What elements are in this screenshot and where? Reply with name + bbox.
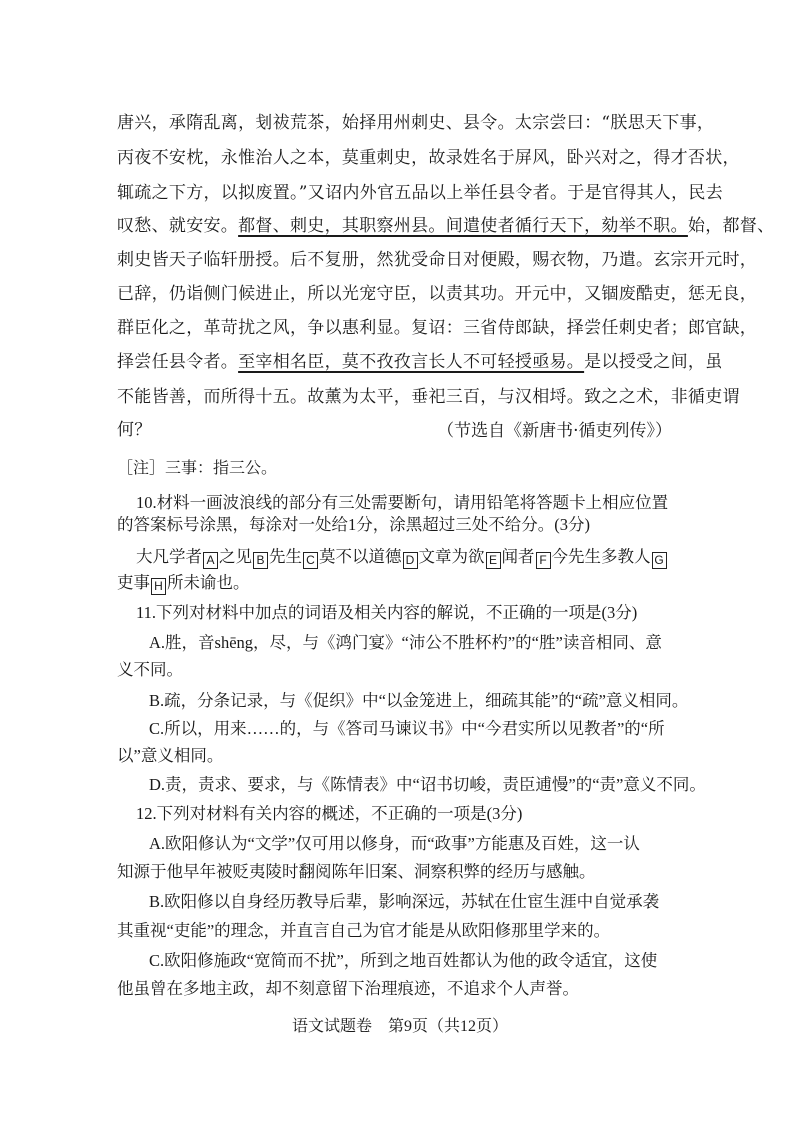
passage-note: ［注］三事：指三公。	[117, 458, 278, 477]
q10-sentence-text: 莫不以道德	[319, 547, 402, 566]
q10-sentence-text: 今先生多教人	[551, 547, 651, 566]
passage-text: 群臣化之，革苛扰之风，争以惠利显。复诏：三省侍郎缺，择尝任刺史者；郎官缺，	[117, 318, 758, 338]
passage-text: 不能皆善，而所得十五。故薰为太平，垂祀三百，与汉相埒。致之之术，非循吏谓	[117, 387, 740, 407]
q11-option-d: D.责，责求、要求，与《陈情表》中“诏书切峻，责臣逋慢”的“责”意义不同。	[149, 775, 706, 794]
answer-mark-c[interactable]: C	[303, 552, 318, 569]
answer-mark-d[interactable]: D	[403, 552, 418, 569]
passage-text: 叹愁、就安安。	[117, 216, 239, 236]
answer-mark-g[interactable]: G	[652, 552, 667, 569]
passage-text: 唐兴，承隋乱离，刬祓荒茶，始择用州刺史、县令。太宗尝曰：“朕思天下事，	[117, 113, 715, 133]
passage-text: 已辞，仍诣侧门候进止，所以光宠守臣，以责其功。开元中，又锢废酷吏，惩无良，	[117, 284, 758, 304]
q12-stem: 12.下列对材料有关内容的概述，不正确的一项是(3分)	[136, 804, 523, 823]
passage-text: 刺史皆天子临轩册授。后不复册，然犹受命日对便殿，赐衣物，乃遣。玄宗开元时，	[117, 250, 758, 270]
passage-text: 何？	[117, 420, 152, 440]
q12-option-a: A.欧阳修认为“文学”仅可用以修身，而“政事”方能惠及百姓，这一认	[149, 834, 640, 853]
passage-source: （节选自《新唐书·循吏列传》）	[437, 421, 672, 441]
q12-option-b-cont: 其重视“吏能”的理念，并直言自己为官才能是从欧阳修那里学来的。	[117, 921, 611, 940]
q12-option-c: C.欧阳修施政“宽简而不扰”，所到之地百姓都认为他的政令适宜，这使	[149, 951, 658, 970]
answer-mark-f[interactable]: F	[536, 552, 551, 569]
passage-line	[117, 215, 774, 237]
q12-option-b: B.欧阳修以自身经历教导后辈，影响深远，苏轼在仕宦生涯中自觉承袭	[149, 892, 660, 911]
underlined-sentence: 都督、刺史，其职察州县。间遣使者循行天下，劾举不职。	[238, 216, 688, 236]
underlined-sentence: 至宰相名臣，莫不孜孜言长人不可轻授亟易。	[238, 352, 585, 372]
q10-sentence-text: 先生	[269, 547, 302, 566]
q11-option-a-cont: 义不同。	[117, 660, 183, 679]
q11-option-b: B.疏，分条记录，与《促织》中“以金笼进上，细疏其能”的“疏”意义相同。	[149, 691, 689, 710]
passage-text: 择尝任县令者。	[117, 352, 239, 372]
q10-sentence-text: 文章为欲	[418, 547, 485, 566]
answer-mark-h[interactable]: H	[151, 578, 166, 595]
passage-text: 辄疏之下方，以拟废置。”又诏内外官五品以上举任县令者。于是官得其人，民去	[117, 183, 723, 203]
q10-sentence-text: 闻者	[501, 547, 535, 566]
passage-line	[117, 317, 757, 339]
passage-line	[117, 112, 714, 134]
passage-text: 丙夜不安枕，永惟治人之本，莫重刺史，故录姓名于屏风，卧兴对之，得才否状，	[117, 148, 740, 168]
passage-line	[117, 386, 740, 408]
passage-line	[117, 147, 740, 169]
answer-mark-e[interactable]: E	[486, 552, 501, 569]
q12-option-c-cont: 他虽曾在多地主政，却不刻意留下治理痕迹，不追求个人声誉。	[117, 979, 579, 998]
answer-mark-a[interactable]: A	[203, 552, 218, 569]
q10-sentence-line1	[136, 546, 668, 569]
q11-option-c-cont: 以”意义相同。	[117, 746, 224, 765]
q10-sentence-text: 吏事	[117, 573, 150, 592]
q10-sentence-text: 大凡学者	[136, 547, 202, 566]
passage-text: 是以授受之间，虽	[584, 352, 723, 372]
passage-text: 始，都督、	[687, 216, 775, 236]
q11-option-a: A.胜，音shēng，尽，与《鸿门宴》“沛公不胜杯杓”的“胜”读音相同、意	[149, 633, 662, 652]
passage-line	[117, 283, 757, 305]
q10-stem-line2: 的答案标号涂黑，每涂对一处给1分，涂黑超过三处不给分。(3分)	[117, 515, 590, 534]
answer-mark-b[interactable]: B	[253, 552, 268, 569]
q11-stem: 11.下列对材料中加点的词语及相关内容的解说，不正确的一项是(3分)	[136, 603, 638, 622]
passage-line	[117, 249, 757, 271]
q11-option-c: C.所以，用来……的，与《答司马谏议书》中“今君实所以见教者”的“所	[149, 719, 665, 738]
q12-option-a-cont: 知源于他早年被贬夷陵时翻阅陈年旧案、洞察积弊的经历与感触。	[117, 862, 596, 881]
passage-line	[117, 351, 723, 373]
q10-stem-line1: 10.材料一画波浪线的部分有三处需要断句，请用铅笔将答题卡上相应位置	[136, 493, 669, 512]
q10-sentence-text: 所未谕也。	[167, 573, 250, 592]
passage-line	[117, 419, 152, 441]
q10-sentence-text: 之见	[219, 547, 252, 566]
q10-sentence-line2	[117, 572, 250, 595]
page-footer: 语文试题卷 第9页（共12页）	[291, 1018, 508, 1035]
passage-line	[117, 182, 723, 204]
